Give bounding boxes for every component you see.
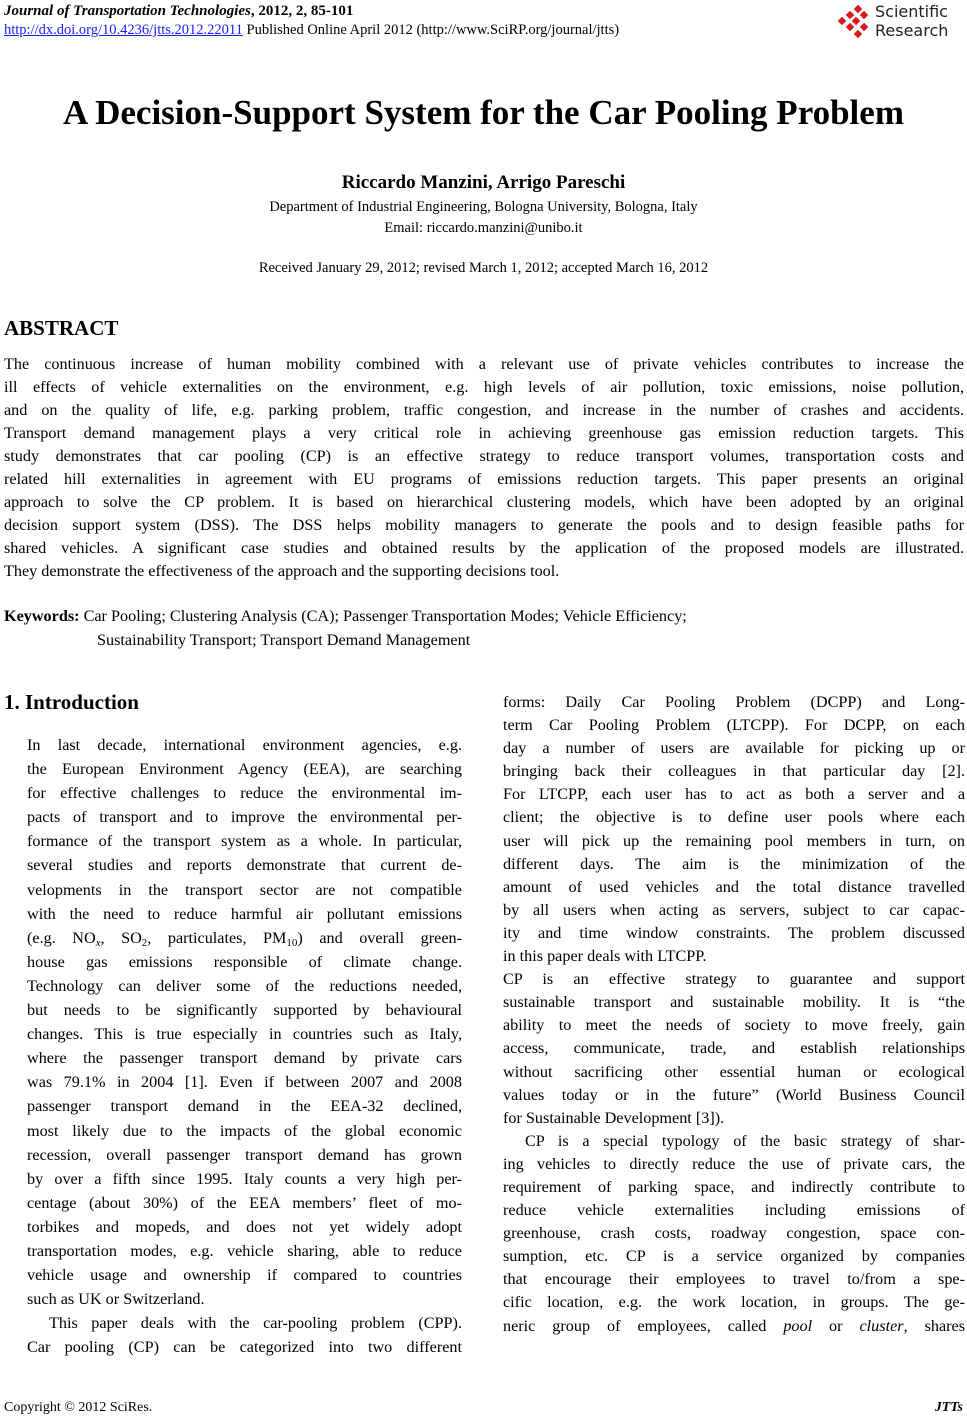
paragraph-line: CP is a special typology of the basic strategy of shar- (525, 1131, 965, 1150)
paragraph-line: for Sustainable Development [3]). (503, 1108, 725, 1127)
paragraph-line: In last decade, international environment agencies, e.g. (27, 736, 462, 754)
paragraph-line: values today or in the future” (World Business Council (503, 1085, 965, 1104)
text-segment: cluster (859, 1316, 904, 1335)
text-segment: , particulates, PM (147, 928, 287, 947)
journal-name (4, 2, 353, 20)
affiliation: Department of Industrial Engineering, Bologna University, Bologna, Italy (269, 199, 698, 215)
section-heading-introduction: 1. Introduction (4, 690, 139, 714)
paragraph-line (503, 1315, 965, 1338)
text-segment: ) and overall green- (297, 928, 462, 947)
paragraph-line: by over a fifth since 1995. Italy counts a very high per- (27, 1169, 462, 1188)
left-column (27, 733, 462, 1359)
paragraph-line: that encourage their employees to travel to/from a spe- (503, 1270, 965, 1289)
paragraph-line: requirement of parking space, and indirectly contribute to (503, 1177, 965, 1196)
paragraph-line: day a number of users are available for picking up or (503, 739, 965, 758)
abstract-line: study demonstrates that car pooling (CP) is an effective strategy to reduce transport volumes, transportation costs and (4, 447, 964, 465)
paragraph-line: CP is an effective strategy to guarantee and support (503, 970, 965, 989)
keywords (4, 605, 964, 652)
abstract-line: approach to solve the CP problem. It is based on hierarchical clustering models, which have been adopted by an original (4, 493, 964, 511)
paragraph-line: For LTCPP, each user has to act as both a server and a (503, 785, 965, 804)
paragraph-line: passenger transport demand in the EEA-32 declined, (27, 1097, 462, 1116)
text-segment: 2 (141, 936, 148, 949)
journal-issue: , 2012, 2, 85-101 (250, 3, 354, 19)
abstract-line: They demonstrate the effectiveness of the approach and the supporting decisions tool. (4, 562, 560, 580)
paragraph-line: forms: Daily Car Pooling Problem (DCPP) and Long- (503, 693, 965, 711)
published-info: Published Online April 2012 (http://www.SciRP.org/journal/jtts) (242, 22, 620, 38)
text-segment: neric group of employees, called (503, 1316, 784, 1335)
paragraph-line: but needs to be significantly supported by behavioural (27, 1001, 462, 1020)
paragraph-line: changes. This is true especially in countries such as Italy, (27, 1025, 462, 1044)
paragraph-line: ing vehicles to directly reduce the use of private cars, the (503, 1154, 965, 1173)
paragraph-line: term Car Pooling Problem (LTCPP). For DCPP, on each (503, 716, 965, 735)
paragraph-line: sumption, etc. CP is a service organized by companies (503, 1247, 965, 1266)
diamond-logo-icon (833, 4, 873, 44)
paragraph-line: ability to meet the needs of society to move freely, gain (503, 1016, 965, 1035)
copyright: Copyright © 2012 SciRes. (4, 1400, 153, 1415)
logo-line1: Scientific (875, 2, 948, 21)
paragraph-line: torbikes and mopeds, and does not yet widely adopt (27, 1217, 462, 1236)
paragraph-line: where the passenger transport demand by private cars (27, 1049, 462, 1068)
paragraph-line: cific location, e.g. the work location, in groups. The ge- (503, 1293, 965, 1312)
abstract-line: ill effects of vehicle externalities on the environment, e.g. high levels of air pollution, toxic emissions, noise pollution, (4, 378, 964, 396)
text-segment: x (95, 936, 101, 949)
paragraph-line: greenhouse, crash costs, roadway congestion, space con- (503, 1224, 965, 1243)
scientific-research-logo (833, 2, 963, 44)
paragraph-line: without sacrificing other essential human or ecological (503, 1062, 965, 1081)
abstract-line: shared vehicles. A significant case studies and obtained results by the application of the proposed models are illustrated. (4, 539, 964, 557)
text-segment: (e.g. NO (27, 928, 96, 947)
abstract-line: related hill externalities in agreement with EU programs of emissions reduction targets. This paper presents an original (4, 470, 964, 488)
keywords-line1: Car Pooling; Clustering Analysis (CA); Passenger Transportation Modes; Vehicle Efficiency; (79, 607, 687, 625)
keywords-line2: Sustainability Transport; Transport Demand Management (97, 630, 471, 649)
paragraph-line: for effective challenges to reduce the environmental im- (27, 784, 462, 803)
paragraph-line: pacts of transport and to improve the environmental per- (27, 808, 462, 827)
text-segment: pool (783, 1316, 813, 1335)
paragraph-line: transportation modes, e.g. vehicle sharing, able to reduce (27, 1241, 462, 1260)
paragraph-line: different days. The aim is the minimization of the (503, 854, 965, 873)
abstract-line: The continuous increase of human mobility combined with a relevant use of private vehicles contributes to increase the (4, 355, 964, 373)
right-column (503, 691, 965, 1338)
keywords-label: Keywords: (4, 607, 80, 625)
doi-line (4, 21, 619, 39)
paragraph-line (27, 926, 462, 950)
paragraph-line: amount of used vehicles and the total distance travelled (503, 877, 965, 896)
paragraph-line: velopments in the transport sector are not compatible (27, 880, 462, 899)
paragraph-line: recession, overall passenger transport demand has grown (27, 1145, 462, 1164)
paragraph-line: by all users when acting as servers, subject to car capac- (503, 900, 965, 919)
paragraph-line: This paper deals with the car-pooling problem (CPP). (49, 1314, 462, 1333)
paragraph-line: client; the objective is to define user pools where each (503, 808, 965, 827)
paragraph-line: with the need to reduce harmful air pollutant emissions (27, 904, 462, 923)
journal-title: Journal of Transportation Technologies (4, 3, 251, 19)
paragraph-line: several studies and reports demonstrate that current de- (27, 856, 462, 875)
paragraph-line: Car pooling (CP) can be categorized into two different (27, 1338, 462, 1357)
text-segment: or (812, 1316, 860, 1335)
paragraph-line: vehicle usage and ownership if compared to countries (27, 1266, 462, 1285)
paragraph-line: in this paper deals with LTCPP. (503, 947, 707, 966)
paragraph-line: formance of the transport system as a whole. In particular, (27, 832, 462, 851)
paragraph-line: bringing back their colleagues in that particular day [2]. (503, 762, 965, 781)
paragraph-line: the European Environment Agency (EEA), are searching (27, 760, 462, 779)
paper-title: A Decision-Support System for the Car Pooling Problem (63, 93, 904, 132)
paragraph-line: user will pick up the remaining pool members in turn, on (503, 831, 965, 850)
paragraph-line: such as UK or Switzerland. (27, 1290, 205, 1309)
paragraph-line: centage (about 30%) of the EEA members’ fleet of mo- (27, 1193, 462, 1212)
paragraph-line: reduce vehicle externalities including emissions of (503, 1201, 965, 1220)
text-segment: , SO (100, 928, 142, 947)
paragraph-line: sustainable transport and sustainable mobility. It is “the (503, 993, 965, 1012)
paragraph-line: access, communicate, trade, and establish relationships (503, 1039, 965, 1058)
journal-abbreviation: JTTs (934, 1400, 963, 1415)
logo-line2: Research (875, 21, 949, 40)
abstract-body (4, 353, 964, 583)
text-segment: 10 (286, 936, 298, 949)
abstract-heading: ABSTRACT (4, 316, 119, 340)
paragraph-line: most likely due to the impacts of the global economic (27, 1121, 462, 1140)
paragraph-line: house gas emissions responsible of climate change. (27, 952, 462, 971)
paragraph-line: Technology can deliver some of the reductions needed, (27, 976, 462, 995)
text-segment: , shares (903, 1316, 965, 1335)
received-dates: Received January 29, 2012; revised March 1, 2012; accepted March 16, 2012 (258, 260, 709, 276)
abstract-line: Transport demand management plays a very critical role in achieving greenhouse gas emission reduction targets. This (4, 424, 964, 442)
authors: Riccardo Manzini, Arrigo Pareschi (341, 172, 626, 193)
email: Email: riccardo.manzini@unibo.it (384, 220, 583, 236)
paragraph-line: ity and time window constraints. The problem discussed (503, 923, 965, 942)
abstract-line: decision support system (DSS). The DSS helps mobility managers to generate the pools and to design feasible paths for (4, 516, 964, 534)
paragraph-line: was 79.1% in 2004 [1]. Even if between 2007 and 2008 (27, 1073, 462, 1092)
logo-text (875, 2, 948, 40)
doi-link[interactable]: http://dx.doi.org/10.4236/jtts.2012.22011 (4, 22, 243, 38)
abstract-line: and on the quality of life, e.g. parking problem, traffic congestion, and increase in the number of crashes and accidents. (4, 401, 964, 419)
